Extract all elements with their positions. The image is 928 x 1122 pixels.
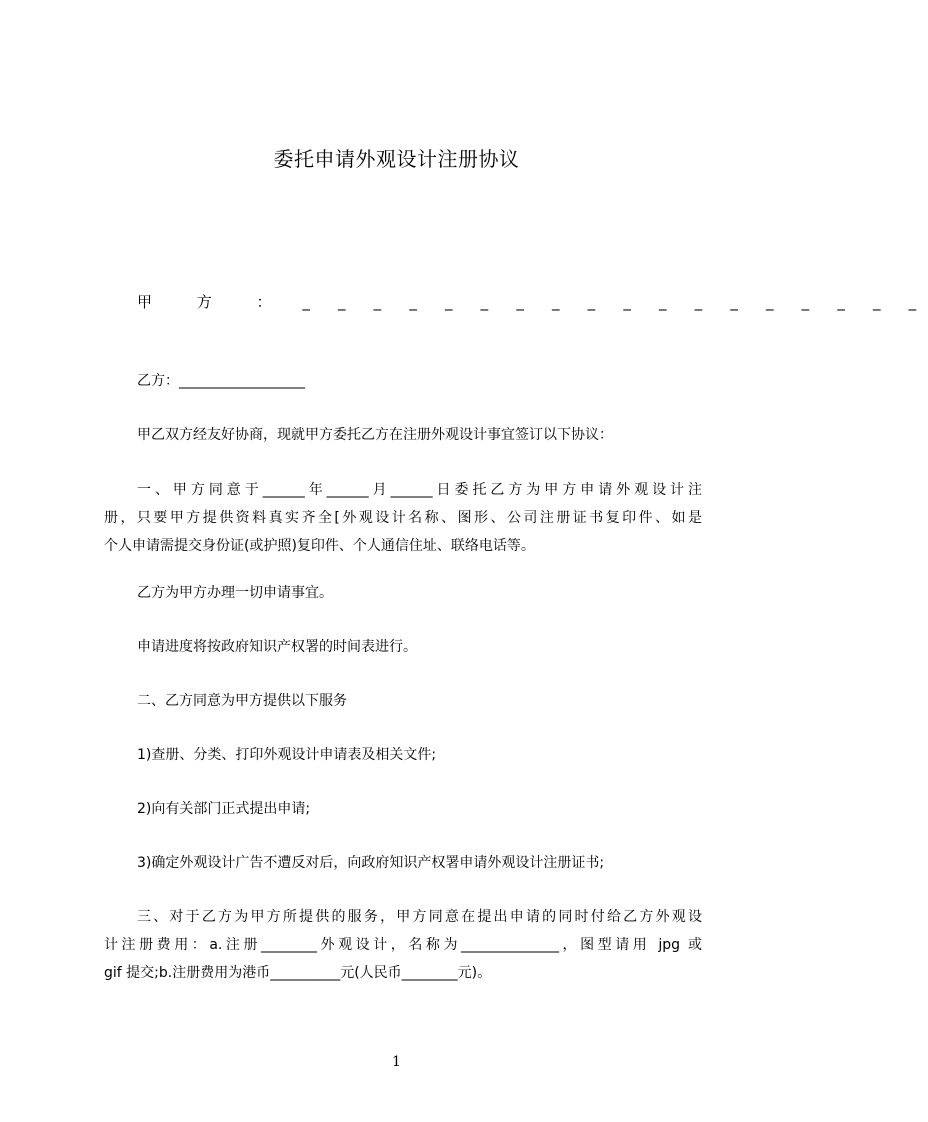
progress-paragraph: 申请进度将按政府知识产权署的时间表进行。	[137, 639, 417, 655]
clause-1-line: 个人申请需提交身份证(或护照)复印件、个人通信住址、联络电话等。	[104, 538, 535, 554]
service-item-1: 1)查册、分类、打印外观设计申请表及相关文件;	[137, 747, 437, 763]
service-item-3: 3)确定外观设计广告不遭反对后，向政府知识产权署申请外观设计注册证书;	[137, 855, 605, 871]
party-a-blank: _ _ _ _ _ _ _ _ _ _ _ _ _ _ _ _ _ _	[302, 293, 928, 311]
clause-1-line: 一、甲方同意于______年______月______日委托乙方为甲方申请外观设计注	[137, 482, 702, 498]
clause-1	[104, 476, 702, 560]
party-a-line	[137, 291, 928, 312]
clause-3-line: 三、对于乙方为甲方所提供的服务，甲方同意在提出申请的同时付给乙方外观设	[137, 909, 702, 925]
page-number: 1	[392, 1054, 401, 1070]
clause-2-heading: 二、乙方同意为甲方提供以下服务	[137, 693, 347, 709]
service-item-2: 2)向有关部门正式提出申请;	[137, 801, 311, 817]
clause-3-line: 计注册费用：a.注册________外观设计，名称为______________，图型请用 jpg 或	[104, 937, 702, 953]
clause-3	[104, 903, 702, 987]
clause-3-line: gif 提交;b.注册费用为港币__________元(人民币________元)。	[104, 965, 492, 981]
document-title: 委托申请外观设计注册协议	[273, 147, 520, 171]
party-a-label: 甲 方 ：	[137, 293, 292, 311]
party-b-line: 乙方：__________________	[137, 373, 305, 389]
intro-paragraph: 甲乙双方经友好协商，现就甲方委托乙方在注册外观设计事宜签订以下协议：	[137, 427, 613, 443]
party-b-duty-paragraph: 乙方为甲方办理一切申请事宜。	[137, 585, 333, 601]
clause-1-line: 册，只要甲方提供资料真实齐全[外观设计名称、图形、公司注册证书复印件、如是	[104, 510, 702, 526]
